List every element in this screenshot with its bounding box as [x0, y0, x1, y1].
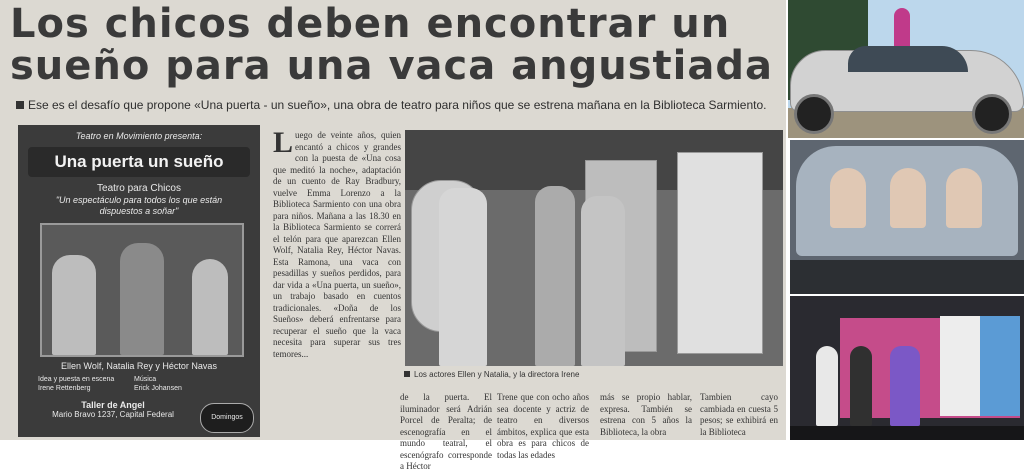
car-wheel-front: [794, 94, 834, 134]
credit-direction-label: Idea y puesta en escena: [38, 376, 115, 383]
child-figure-1: [830, 168, 866, 228]
actor-figure-3: [581, 196, 625, 366]
credit-direction-name: Irene Rettenberg: [38, 385, 91, 392]
sponsor-logo: Domingos: [200, 403, 254, 433]
column-1-text: uego de veinte años, quien encantó a chicos y grandes con la puesta de «Una cosa que meditó la noche», adaptación de un cuento de Ray Bradbury, vuelve Emma Lorenzo a la Biblioteca Sarmiento con una obra para niños. Mañana a las 18.30 en la Biblioteca Sarmiento se correrá el telón para que aparezcan Ellen Wolf, Natalia Rey, Héctor Navas. Esta Ramona, una vaca con pesadillas y sueños perdidos, para dar vida a «Una puerta, un sueño», un trabajo basado en cuentos tradicionales. «Doña de los Sueños» deberá enfrentarse para recuperar el sueño que la vaca necesita para superar sus tres temores...: [273, 130, 401, 359]
stage-panel-right: [677, 152, 763, 354]
poster-genre: Teatro para Chicos: [97, 183, 181, 194]
dek-text: Ese es el desafío que propone «Una puerta - un sueño», una obra de teatro para niños que se estrena mañana en la Biblioteca Sarmiento.: [28, 98, 767, 112]
article-column-2: de la puerta. El iluminador será Adrián Porcel de Peralta; de escenografía en el mundo teatral, el escenógrafo corresponde a Héctor: [400, 392, 492, 471]
actor-figure-1: [439, 188, 487, 366]
poster-cast: Ellen Wolf, Natalia Rey y Héctor Navas: [61, 361, 217, 371]
stage-floor: [790, 426, 1024, 440]
poster-figure-right: [192, 259, 228, 355]
photo-car-outside: [788, 0, 1024, 138]
performer-1: [816, 346, 838, 426]
poster-figure-center: [120, 243, 164, 355]
poster-title: Una puerta un sueño: [28, 147, 250, 177]
bullet-square-icon: [16, 101, 24, 109]
credit-music-name: Erick Johansen: [134, 385, 182, 392]
poster-presenter: Teatro en Movimiento presenta:: [75, 131, 203, 141]
article-column-5: Tambien cayo cambiada en cuesta 5 pesos; se exhibirá en la Biblioteca: [700, 392, 778, 437]
photo-stage-performance: [790, 296, 1024, 440]
credit-music-label: Música: [134, 376, 157, 383]
poster-tagline: "Un espectáculo para todos los que están dispuestos a soñar": [55, 195, 223, 216]
drop-cap: L: [273, 126, 294, 159]
poster-figure-left: [52, 255, 96, 355]
blue-panel: [980, 316, 1020, 416]
play-poster: [18, 125, 260, 437]
venue-name: Taller de Angel: [81, 400, 145, 410]
headline-line-1: Los chicos deben encontrar un: [10, 1, 731, 47]
article-column-1: [273, 126, 401, 436]
article-column-3: Trene que con ocho años sea docente y actriz de teatro en diversos ámbitos, explica que esta obra es para chicos de todas las edades: [497, 392, 589, 460]
poster-credits: [38, 375, 238, 393]
white-column: [940, 316, 980, 416]
photo-kids-in-car: [790, 140, 1024, 294]
photo-caption: Los actores Ellen y Natalia, y la directora Irene: [404, 370, 784, 379]
stage-photo: [405, 130, 783, 366]
child-figure-3: [946, 168, 982, 228]
article-column-4: más se propio hablar, expresa. También se estrena con 5 años la Biblioteca, la obra: [600, 392, 692, 437]
performer-2: [850, 346, 872, 426]
car-wheel-rear: [972, 94, 1012, 134]
child-figure-2: [890, 168, 926, 228]
car-grille: [790, 260, 1024, 294]
venue-address: Mario Bravo 1237, Capital Federal: [52, 410, 174, 419]
article-dek: [16, 98, 776, 113]
car-window: [848, 46, 968, 72]
headline-line-2: sueño para una vaca angustiada: [10, 43, 773, 89]
poster-photo: [40, 223, 244, 357]
performer-3: [890, 346, 920, 426]
poster-venue: [28, 400, 198, 420]
actor-figure-2: [535, 186, 575, 366]
